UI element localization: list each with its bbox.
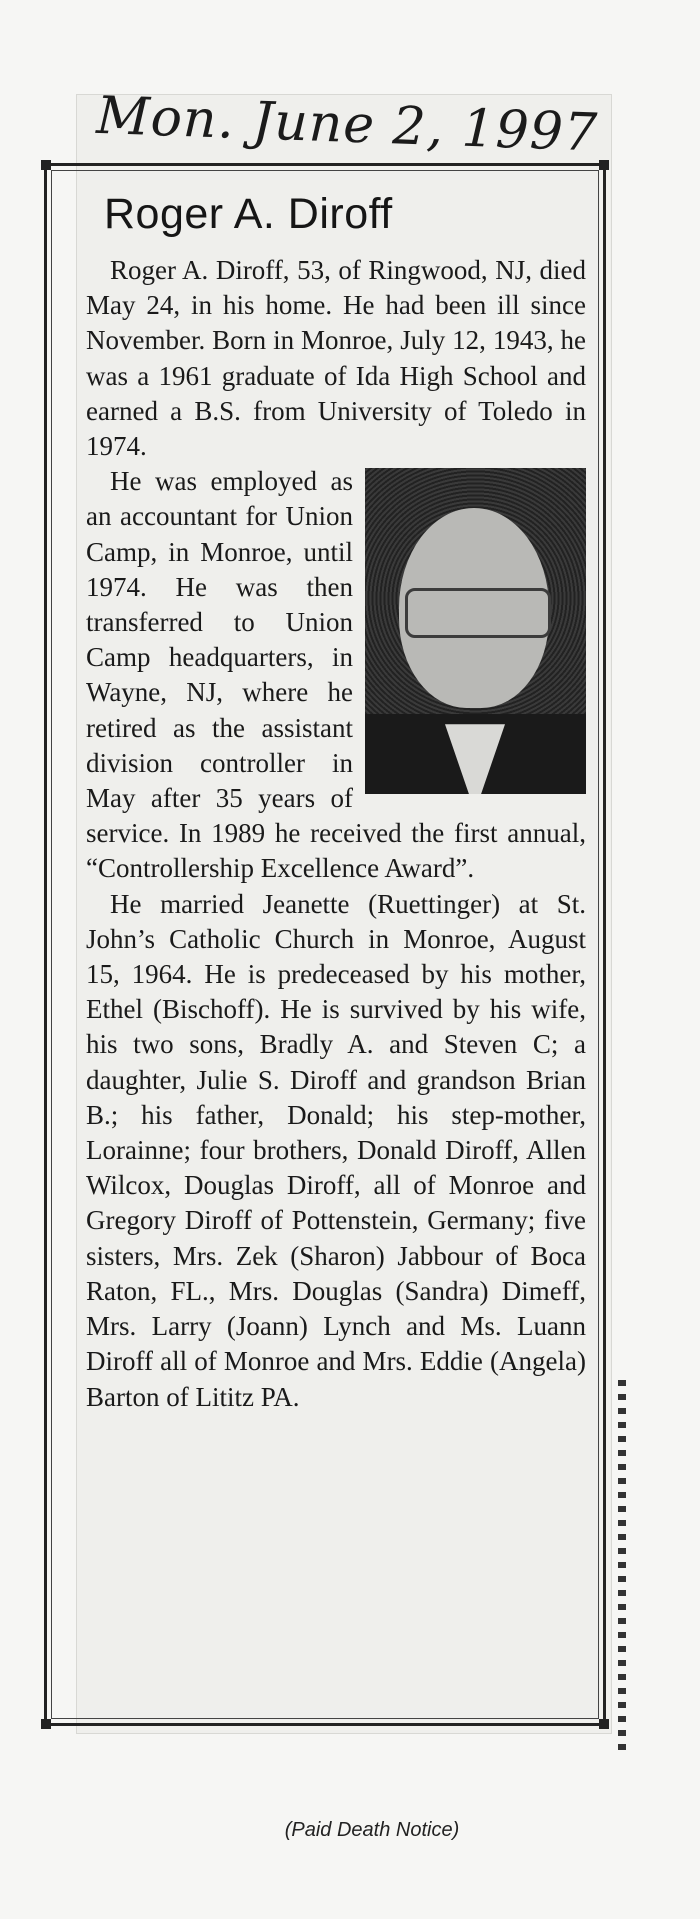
obituary-paragraph-2: He was employed as an accountant for Union Camp, in Monroe, until 1974. He was then transferred to Union Camp headquarters, in Wayne, NJ, where he retired as the assistant division controller in May after 35 years of service. In 1989 he received the first annual, “Controllership Excellence Award”.	[86, 466, 586, 884]
obituary-paragraph-1: Roger A. Diroff, 53, of Ringwood, NJ, died May 24, in his home. He had been ill since November. Born in Monroe, July 12, 1943, he was a 1961 graduate of Ida High School and earned a B.S. from University of Toledo in 1974.	[86, 255, 586, 462]
paid-death-notice-label: (Paid Death Notice)	[284, 1819, 460, 1841]
obituary-name-heading: Roger A. Diroff	[104, 190, 393, 238]
frame-corner-ornament	[599, 160, 609, 170]
obituary-body	[86, 253, 586, 1415]
frame-corner-ornament	[41, 1719, 51, 1729]
portrait-photo	[365, 468, 586, 794]
obituary-paragraph-3: He married Jeanette (Ruettinger) at St. John’s Catholic Church in Monroe, August 15, 1964. He is predeceased by his mother, Ethel (Bischoff). He is survived by his wife, his two sons, Bradly A. and Steven C; a daughter, Julie S. Diroff and grandson Brian B.; his father, Donald; his step-mother, Lorainne; four brothers, Donald Diroff, Allen Wilcox, Douglas Diroff, all of Monroe and Gregory Diroff of Pottenstein, Germany; five sisters, Mrs. Zek (Sharon) Jabbour of Boca Raton, FL., Mrs. Douglas (Sandra) Dimeff, Mrs. Larry (Joann) Lynch and Ms. Luann Diroff all of Monroe and Mrs. Eddie (Angela) Barton of Lititz PA.	[86, 888, 586, 1412]
handwritten-date: Mon. June 2, 1997	[95, 85, 599, 164]
torn-edge-marks	[618, 1380, 626, 1750]
frame-corner-ornament	[599, 1719, 609, 1729]
frame-corner-ornament	[41, 160, 51, 170]
